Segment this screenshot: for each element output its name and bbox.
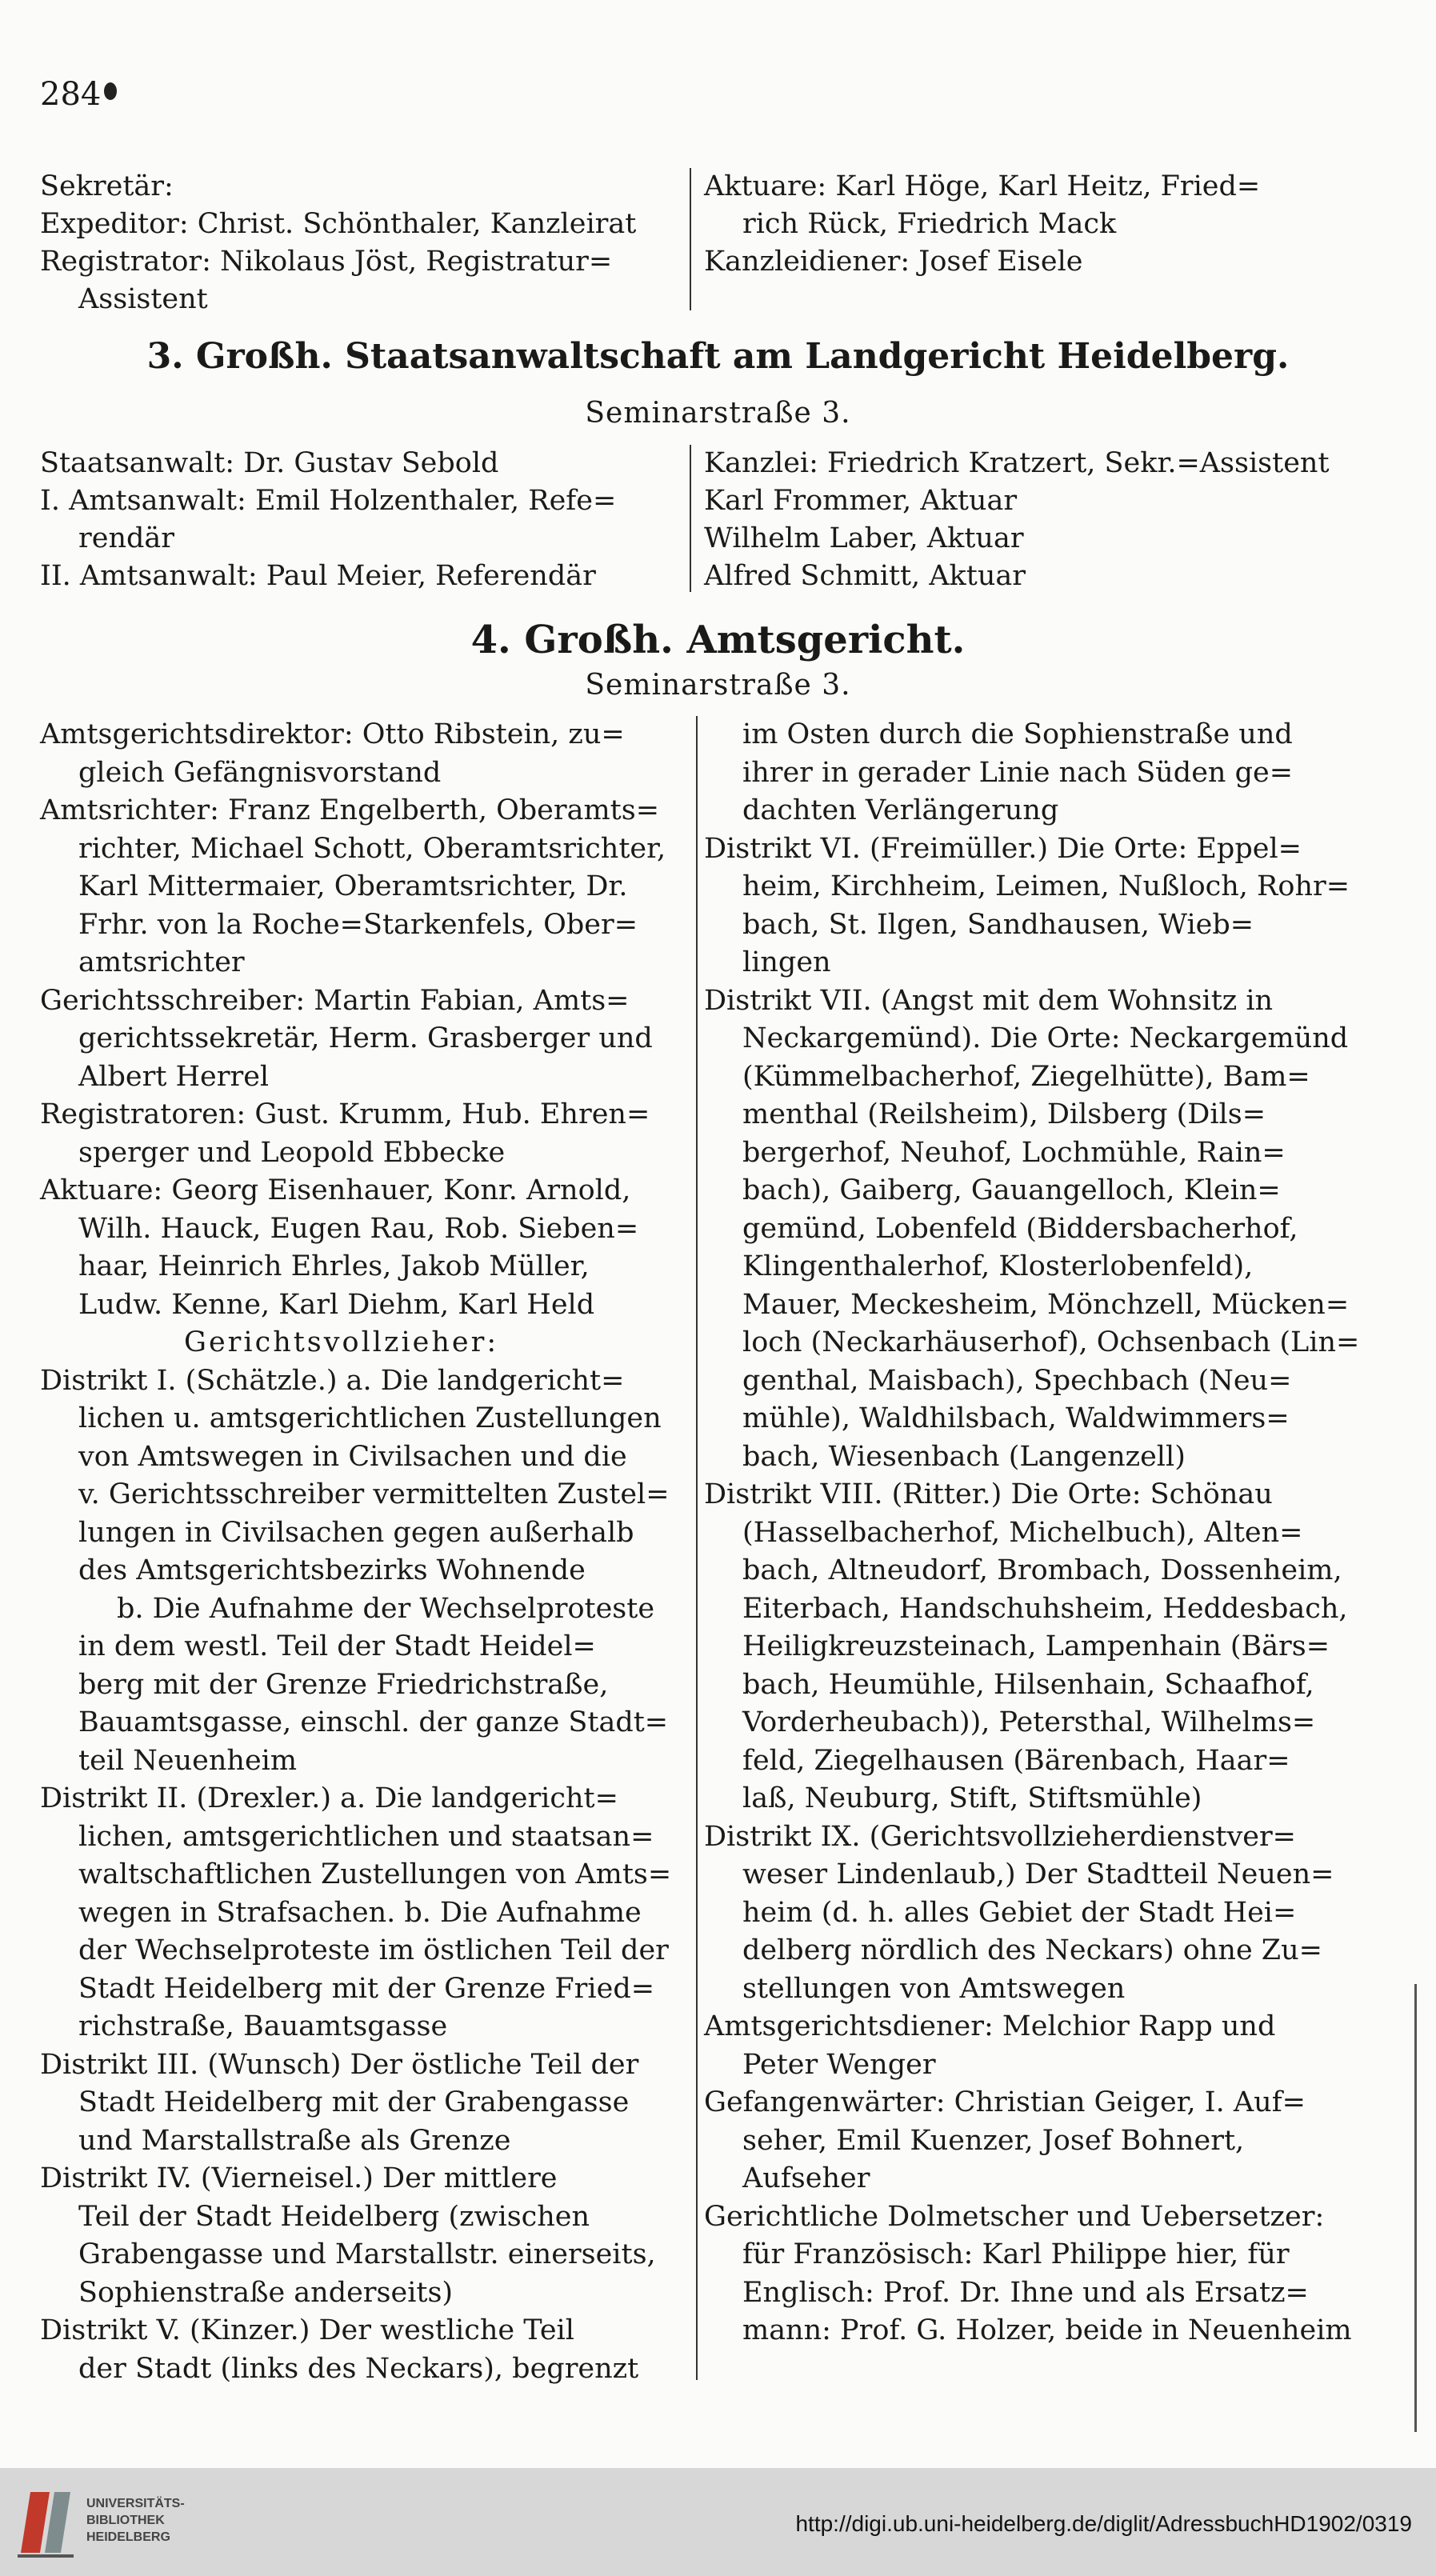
text-line: richter, Michael Schott, Oberamtsrichter, <box>78 832 666 865</box>
text-line: Distrikt II. (Drexler.) a. Die landgericht= <box>40 1782 618 1814</box>
text-line: heim, Kirchheim, Leimen, Nußloch, Rohr= <box>742 870 1350 902</box>
text-line: lingen <box>742 946 831 978</box>
library-logo-icon <box>14 2484 77 2561</box>
page-dot <box>104 82 117 100</box>
text-line: ihrer in gerader Linie nach Süden ge= <box>742 756 1294 789</box>
text-line: mann: Prof. G. Holzer, beide in Neuenheim <box>742 2314 1352 2346</box>
text-line: gleich Gefängnisvorstand <box>78 756 442 789</box>
text-line: Vorderheubach)), Petersthal, Wilhelms= <box>742 1706 1316 1738</box>
text-line: Mauer, Meckesheim, Mönchzell, Mücken= <box>742 1288 1350 1321</box>
text-line: Gefangenwärter: Christian Geiger, I. Auf= <box>704 2086 1306 2118</box>
text-line: in dem westl. Teil der Stadt Heidel= <box>78 1630 596 1662</box>
text-line: dachten Verlängerung <box>742 794 1059 826</box>
text-line: Karl Mittermaier, Oberamtsrichter, Dr. <box>78 870 628 902</box>
text-line: v. Gerichtsschreiber vermittelten Zustel= <box>78 1478 670 1510</box>
text-line: heim (d. h. alles Gebiet der Stadt Hei= <box>742 1896 1297 1929</box>
text-line: Wilhelm Laber, Aktuar <box>704 522 1024 554</box>
text-line: lichen u. amtsgerichtlichen Zustellungen <box>78 1402 662 1434</box>
text-line: genthal, Maisbach), Spechbach (Neu= <box>742 1364 1292 1397</box>
text-line: Distrikt I. (Schätzle.) a. Die landgericht= <box>40 1364 625 1397</box>
text-line: b. Die Aufnahme der Wechselproteste <box>117 1592 655 1625</box>
text-line: (Kümmelbacherhof, Ziegelhütte), Bam= <box>742 1060 1310 1093</box>
section-4-address: Seminarstraße 3. <box>585 669 851 702</box>
text-line: Sekretär: <box>40 170 174 202</box>
text-line: Distrikt III. (Wunsch) Der östliche Teil der <box>40 2048 639 2081</box>
text-line: Distrikt VIII. (Ritter.) Die Orte: Schönau <box>704 1478 1273 1510</box>
text-line: gerichtssekretär, Herm. Grasberger und <box>78 1022 653 1054</box>
text-line: lungen in Civilsachen gegen außerhalb <box>78 1516 634 1549</box>
column-divider <box>696 716 698 2380</box>
text-line: Amtsgerichtsdiener: Melchior Rapp und <box>704 2010 1276 2042</box>
sec3-left-column <box>40 445 616 595</box>
text-line: Registrator: Nikolaus Jöst, Registratur= <box>40 246 613 278</box>
text-line: Amtsgerichtsdirektor: Otto Ribstein, zu= <box>40 718 625 750</box>
text-line: Stadt Heidelberg mit der Grenze Fried= <box>78 1972 655 2005</box>
text-line: Aktuare: Karl Höge, Karl Heitz, Fried= <box>704 170 1261 202</box>
text-line: lichen, amtsgerichtlichen und staatsan= <box>78 1820 654 1853</box>
text-line: Albert Herrel <box>78 1060 270 1093</box>
text-line: I. Amtsanwalt: Emil Holzenthaler, Refe= <box>40 485 617 517</box>
text-line: Alfred Schmitt, Aktuar <box>704 560 1026 592</box>
sec3-right-column <box>704 445 1330 595</box>
text-line: haar, Heinrich Ehrles, Jakob Müller, <box>78 1250 590 1282</box>
source-url-link[interactable]: http://digi.ub.uni-heidelberg.de/diglit/AdressbuchHD1902/0319 <box>795 2511 1412 2536</box>
text-line: Kanzlei: Friedrich Kratzert, Sekr.=Assistent <box>704 447 1330 479</box>
text-line: Frhr. von la Roche=Starkenfels, Ober= <box>78 908 638 941</box>
text-line: Eiterbach, Handschuhsheim, Heddesbach, <box>742 1592 1348 1625</box>
text-line: bach, St. Ilgen, Sandhausen, Wieb= <box>742 908 1254 941</box>
text-line: Distrikt IX. (Gerichtsvollzieherdienstver= <box>704 1820 1297 1853</box>
text-line: Wilh. Hauck, Eugen Rau, Rob. Sieben= <box>78 1212 639 1245</box>
text-line: bach, Wiesenbach (Langenzell) <box>742 1440 1186 1473</box>
text-line: Karl Frommer, Aktuar <box>704 485 1018 517</box>
text-line: Stadt Heidelberg mit der Grabengasse <box>78 2086 630 2118</box>
text-line: Bauamtsgasse, einschl. der ganze Stadt= <box>78 1706 669 1738</box>
digitization-footer <box>0 2468 1436 2576</box>
text-line: stellungen von Amtswegen <box>742 1972 1126 2005</box>
text-line: Englisch: Prof. Dr. Ihne und als Ersatz= <box>742 2276 1309 2309</box>
text-line: Distrikt V. (Kinzer.) Der westliche Teil <box>40 2314 574 2346</box>
text-line: (Hasselbacherhof, Michelbuch), Alten= <box>742 1516 1303 1549</box>
section-3-address: Seminarstraße 3. <box>585 397 851 430</box>
text-line: Heiligkreuzsteinach, Lampenhain (Bärs= <box>742 1630 1330 1662</box>
text-line: delberg nördlich des Neckars) ohne Zu= <box>742 1934 1322 1966</box>
text-line: des Amtsgerichtsbezirks Wohnende <box>78 1554 586 1586</box>
text-line: Klingenthalerhof, Klosterlobenfeld), <box>742 1250 1254 1282</box>
text-line: Distrikt IV. (Vierneisel.) Der mittlere <box>40 2162 558 2194</box>
text-line: menthal (Reilsheim), Dilsberg (Dils= <box>742 1098 1266 1130</box>
subheading-gerichtsvollzieher: Gerichtsvollzieher: <box>184 1326 499 1358</box>
text-line: wegen in Strafsachen. b. Die Aufnahme <box>78 1896 642 1929</box>
text-line: waltschaftlichen Zustellungen von Amts= <box>78 1858 672 1890</box>
text-line: Kanzleidiener: Josef Eisele <box>704 246 1083 278</box>
sec4-left-column <box>40 716 671 2388</box>
text-line: mühle), Waldhilsbach, Waldwimmers= <box>742 1402 1290 1434</box>
column-divider <box>690 445 691 592</box>
text-line: für Französisch: Karl Philippe hier, für <box>742 2238 1290 2270</box>
sec2-right-column <box>704 168 1260 281</box>
text-line: Teil der Stadt Heidelberg (zwischen <box>78 2200 590 2233</box>
text-line: Neckargemünd). Die Orte: Neckargemünd <box>742 1022 1349 1054</box>
text-line: bergerhof, Neuhof, Lochmühle, Rain= <box>742 1136 1286 1169</box>
text-line: seher, Emil Kuenzer, Josef Bohnert, <box>742 2124 1245 2157</box>
column-divider <box>690 168 691 310</box>
section-3-title: 3. Großh. Staatsanwaltschaft am Landgericht Heidelberg. <box>146 336 1290 377</box>
text-line: rendär <box>78 522 174 554</box>
text-line: II. Amtsanwalt: Paul Meier, Referendär <box>40 560 596 592</box>
sec4-right-column <box>704 716 1359 2350</box>
text-line: loch (Neckarhäuserhof), Ochsenbach (Lin= <box>742 1326 1360 1358</box>
text-line: Registratoren: Gust. Krumm, Hub. Ehren= <box>40 1098 650 1130</box>
text-line: bach), Gaiberg, Gauangelloch, Klein= <box>742 1174 1281 1206</box>
text-line: Grabengasse und Marstallstr. einerseits, <box>78 2238 656 2270</box>
page-edge-rule <box>1414 1984 1417 2432</box>
text-line: Sophienstraße anderseits) <box>78 2276 454 2309</box>
text-line: von Amtswegen in Civilsachen und die <box>78 1440 627 1473</box>
text-line: Amtsrichter: Franz Engelberth, Oberamts= <box>40 794 660 826</box>
page-number: 284 <box>40 76 117 113</box>
text-line: der Wechselproteste im östlichen Teil der <box>78 1934 669 1966</box>
text-line: Ludw. Kenne, Karl Diehm, Karl Held <box>78 1288 595 1321</box>
text-line: weser Lindenlaub,) Der Stadtteil Neuen= <box>742 1858 1334 1890</box>
text-line: teil Neuenheim <box>78 1744 298 1777</box>
text-line: Expeditor: Christ. Schönthaler, Kanzleirat <box>40 208 637 240</box>
text-line: amtsrichter <box>78 946 245 978</box>
text-line: sperger und Leopold Ebbecke <box>78 1136 506 1169</box>
text-line: Assistent <box>78 283 208 315</box>
text-line: Gerichtsschreiber: Martin Fabian, Amts= <box>40 984 630 1017</box>
text-line: gemünd, Lobenfeld (Biddersbacherhof, <box>742 1212 1298 1245</box>
text-line: Aufseher <box>742 2162 870 2194</box>
text-line: rich Rück, Friedrich Mack <box>742 208 1117 240</box>
text-line: Distrikt VI. (Freimüller.) Die Orte: Eppel= <box>704 832 1302 865</box>
text-line: laß, Neuburg, Stift, Stiftsmühle) <box>742 1782 1202 1814</box>
text-line: berg mit der Grenze Friedrichstraße, <box>78 1668 609 1701</box>
text-line: richstraße, Bauamtsgasse <box>78 2010 448 2042</box>
text-line: der Stadt (links des Neckars), begrenzt <box>78 2352 639 2385</box>
text-line: bach, Heumühle, Hilsenhain, Schaafhof, <box>742 1668 1314 1701</box>
text-line: feld, Ziegelhausen (Bärenbach, Haar= <box>742 1744 1290 1777</box>
section-4-title: 4. Großh. Amtsgericht. <box>470 618 966 662</box>
text-line: Distrikt VII. (Angst mit dem Wohnsitz in <box>704 984 1274 1017</box>
text-line: bach, Altneudorf, Brombach, Dossenheim, <box>742 1554 1342 1586</box>
sec2-left-column <box>40 168 636 318</box>
text-line: Staatsanwalt: Dr. Gustav Sebold <box>40 447 499 479</box>
text-line: Aktuare: Georg Eisenhauer, Konr. Arnold, <box>40 1174 631 1206</box>
text-line: und Marstallstraße als Grenze <box>78 2124 511 2157</box>
library-name: UNIVERSITÄTS- BIBLIOTHEK HEIDELBERG <box>86 2497 185 2544</box>
text-line: Gerichtliche Dolmetscher und Uebersetzer: <box>704 2200 1325 2233</box>
text-line: Peter Wenger <box>742 2048 936 2081</box>
text-line: im Osten durch die Sophienstraße und <box>742 718 1293 750</box>
